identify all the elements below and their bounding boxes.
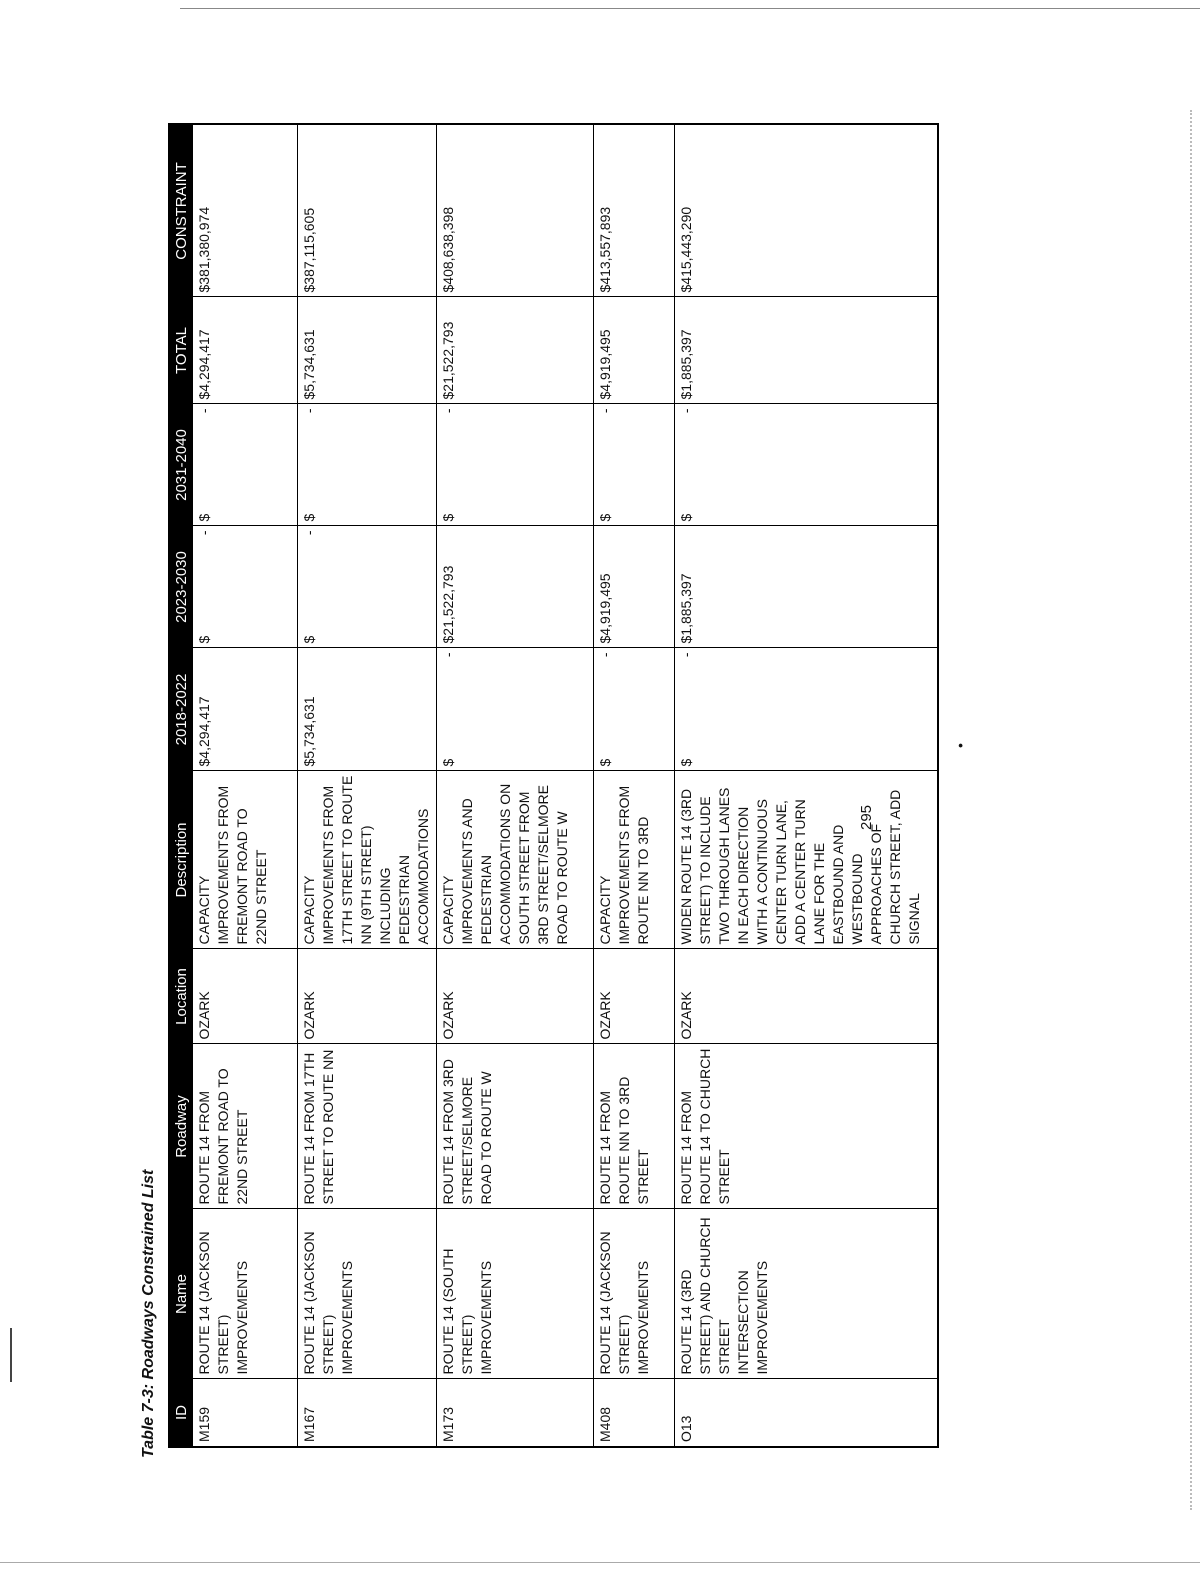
cell-description: CAPACITY IMPROVEMENTS FROM 17TH STREET TO ROUTE NN (9TH STREET) INCLUDING PEDESTRIAN ACCOMMODATIONS	[298, 771, 437, 949]
cell-name: ROUTE 14 (JACKSON STREET) IMPROVEMENTS	[298, 1209, 437, 1379]
cell-constraint: $413,557,893	[594, 124, 675, 297]
col-header-constraint: CONSTRAINT	[169, 124, 193, 297]
col-header-roadway: Roadway	[169, 1044, 193, 1209]
dash-value: -	[440, 652, 456, 658]
cell-2031-2040	[298, 404, 437, 526]
col-header-total: TOTAL	[169, 297, 193, 404]
cell-2018-2022: $5,734,631	[298, 648, 437, 771]
cell-id: M167	[298, 1379, 437, 1447]
rotated-page	[140, 88, 968, 1458]
cell-description: CAPACITY IMPROVEMENTS FROM FREMONT ROAD TO 22ND STREET	[193, 771, 298, 949]
cell-total: $21,522,793	[437, 297, 594, 404]
scan-edge	[1188, 110, 1192, 1510]
cell-2031-2040	[193, 404, 298, 526]
cell-location: OZARK	[298, 949, 437, 1044]
binding-marks	[10, 1328, 12, 1382]
dash-value: -	[440, 408, 456, 414]
dash-value: -	[597, 652, 613, 658]
cell-constraint: $381,380,974	[193, 124, 298, 297]
bottom-rule	[0, 1562, 1200, 1563]
cell-2023-2030	[298, 526, 437, 648]
header-row	[169, 124, 193, 1447]
scan-speck: •	[952, 743, 968, 748]
table-row	[193, 124, 298, 1447]
cell-location: OZARK	[675, 949, 939, 1044]
dash-value: -	[301, 408, 317, 414]
dash-value: -	[196, 408, 212, 414]
col-header-id: ID	[169, 1379, 193, 1447]
cell-constraint: $415,443,290	[675, 124, 939, 297]
dollar-sign: $	[678, 513, 694, 522]
cell-constraint: $408,638,398	[437, 124, 594, 297]
col-header-2031-2040: 2031-2040	[169, 404, 193, 526]
cell-roadway: ROUTE 14 FROM ROUTE 14 TO CHURCH STREET	[675, 1044, 939, 1209]
cell-id: M159	[193, 1379, 298, 1447]
col-header-description: Description	[169, 771, 193, 949]
dollar-sign: $	[301, 513, 317, 522]
dollar-sign: $	[597, 758, 613, 767]
cell-id: M173	[437, 1379, 594, 1447]
cell-2023-2030: $1,885,397	[675, 526, 939, 648]
cell-description: CAPACITY IMPROVEMENTS AND PEDESTRIAN ACCOMMODATIONS ON SOUTH STREET FROM 3RD STREET/SELMORE ROAD TO ROUTE W	[437, 771, 594, 949]
table-row	[675, 124, 939, 1447]
col-header-location: Location	[169, 949, 193, 1044]
cell-2031-2040	[675, 404, 939, 526]
cell-name: ROUTE 14 (JACKSON STREET) IMPROVEMENTS	[594, 1209, 675, 1379]
cell-name: ROUTE 14 (SOUTH STREET) IMPROVEMENTS	[437, 1209, 594, 1379]
table-row	[298, 124, 437, 1447]
dash-value: -	[678, 652, 694, 658]
cell-roadway: ROUTE 14 FROM ROUTE NN TO 3RD STREET	[594, 1044, 675, 1209]
cell-2018-2022	[594, 648, 675, 771]
page-number: 295	[858, 804, 875, 830]
cell-description: WIDEN ROUTE 14 (3RD STREET) TO INCLUDE TWO THROUGH LANES IN EACH DIRECTION WITH A CONTINUOUS CENTER TURN LANE, ADD A CENTER TURN LANE FOR THE EASTBOUND AND WESTBOUND APPROACHES OF CHURCH STREET, ADD SIGNAL	[675, 771, 939, 949]
col-header-2023-2030: 2023-2030	[169, 526, 193, 648]
top-rule	[180, 8, 1200, 9]
dollar-sign: $	[440, 513, 456, 522]
table-row	[437, 124, 594, 1447]
cell-2031-2040	[594, 404, 675, 526]
dollar-sign: $	[440, 758, 456, 767]
dash-value: -	[678, 408, 694, 414]
dash-value: -	[196, 530, 212, 536]
dash-value: -	[597, 408, 613, 414]
cell-2018-2022	[437, 648, 594, 771]
cell-2023-2030: $21,522,793	[437, 526, 594, 648]
dollar-sign: $	[301, 635, 317, 644]
cell-location: OZARK	[594, 949, 675, 1044]
col-header-name: Name	[169, 1209, 193, 1379]
cell-2018-2022	[675, 648, 939, 771]
cell-total: $4,294,417	[193, 297, 298, 404]
dollar-sign: $	[597, 513, 613, 522]
cell-total: $4,919,495	[594, 297, 675, 404]
dollar-sign: $	[196, 513, 212, 522]
dollar-sign: $	[196, 635, 212, 644]
table-caption: Table 7-3: Roadways Constrained List	[140, 1169, 157, 1458]
cell-description: CAPACITY IMPROVEMENTS FROM ROUTE NN TO 3RD	[594, 771, 675, 949]
cell-location: OZARK	[193, 949, 298, 1044]
cell-name: ROUTE 14 (3RD STREET) AND CHURCH STREET INTERSECTION IMPROVEMENTS	[675, 1209, 939, 1379]
cell-roadway: ROUTE 14 FROM 17TH STREET TO ROUTE NN	[298, 1044, 437, 1209]
cell-constraint: $387,115,605	[298, 124, 437, 297]
cell-id: O13	[675, 1379, 939, 1447]
cell-name: ROUTE 14 (JACKSON STREET) IMPROVEMENTS	[193, 1209, 298, 1379]
cell-2031-2040	[437, 404, 594, 526]
cell-total: $5,734,631	[298, 297, 437, 404]
cell-location: OZARK	[437, 949, 594, 1044]
cell-2023-2030	[193, 526, 298, 648]
cell-id: M408	[594, 1379, 675, 1447]
roadways-table	[168, 123, 939, 1448]
cell-total: $1,885,397	[675, 297, 939, 404]
col-header-2018-2022: 2018-2022	[169, 648, 193, 771]
table-row	[594, 124, 675, 1447]
dash-value: -	[301, 530, 317, 536]
cell-2023-2030: $4,919,495	[594, 526, 675, 648]
dollar-sign: $	[678, 758, 694, 767]
cell-2018-2022: $4,294,417	[193, 648, 298, 771]
cell-roadway: ROUTE 14 FROM 3RD STREET/SELMORE ROAD TO ROUTE W	[437, 1044, 594, 1209]
cell-roadway: ROUTE 14 FROM FREMONT ROAD TO 22ND STREET	[193, 1044, 298, 1209]
